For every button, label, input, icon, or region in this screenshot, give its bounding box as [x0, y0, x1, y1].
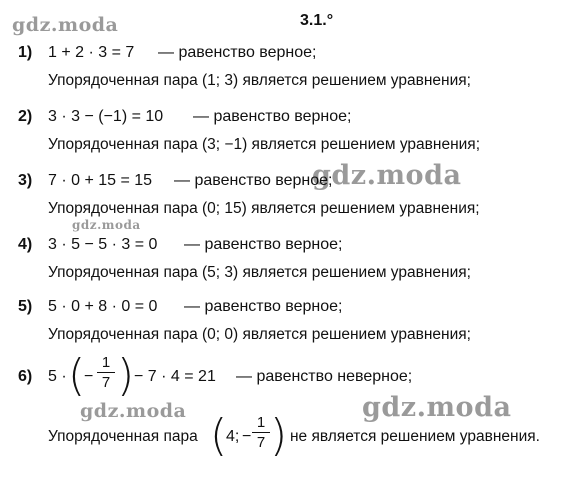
pair-sign: −: [242, 428, 252, 445]
pair-left-paren: (: [210, 410, 228, 461]
pair-fraction-denominator: 7: [256, 434, 266, 451]
verdict: — равенство верное;: [174, 172, 333, 189]
equation: 3 · 5 − 5 · 3 = 0: [48, 236, 158, 253]
fraction-bar: [97, 372, 115, 373]
equation-suffix: − 7 · 4 = 21: [134, 368, 216, 385]
fraction-denominator: 7: [101, 374, 111, 391]
equation: 5 · 0 + 8 · 0 = 0: [48, 298, 158, 315]
solution-prefix: Упорядоченная пара: [48, 428, 198, 445]
verdict: — равенство верное;: [184, 236, 343, 253]
watermark-small: gdz.moda: [72, 218, 141, 232]
equation: 3 · 3 − (−1) = 10: [48, 108, 164, 125]
item-number: 1): [18, 44, 33, 61]
fraction: [97, 355, 115, 390]
equation: 7 · 0 + 15 = 15: [48, 172, 153, 189]
solution-text: Упорядоченная пара (0; 15) является решением уравнения;: [48, 200, 480, 217]
watermark-bottom-right: gdz.moda: [362, 392, 512, 423]
watermark-top-left: gdz.moda: [12, 14, 119, 36]
solution-text: Упорядоченная пара (5; 3) является решением уравнения;: [48, 264, 471, 281]
exercise-title: 3.1.°: [300, 12, 334, 29]
pair-fraction: [252, 415, 270, 450]
verdict: — равенство неверное;: [236, 368, 413, 385]
solution-text: Упорядоченная пара (1; 3) является решением уравнения;: [48, 72, 471, 89]
verdict: — равенство верное;: [158, 44, 317, 61]
equation-prefix: 5 ·: [48, 368, 67, 385]
equation: 1 + 2 · 3 = 7: [48, 44, 135, 61]
fraction-numerator: 1: [101, 354, 111, 371]
item-number: 3): [18, 172, 33, 189]
watermark-middle-right: gdz.moda: [312, 160, 462, 191]
left-paren: (: [68, 350, 86, 401]
pair-right-paren: ): [270, 410, 288, 461]
verdict: — равенство верное;: [193, 108, 352, 125]
item-number: 5): [18, 298, 33, 315]
watermark-bottom-left: gdz.moda: [80, 400, 187, 422]
fraction-sign: −: [84, 368, 94, 385]
pair-first: 4;: [226, 428, 240, 445]
pair-fraction-numerator: 1: [256, 414, 266, 431]
solution-suffix: не является решением уравнения.: [290, 428, 540, 445]
pair-fraction-bar: [252, 432, 270, 433]
solution-text: Упорядоченная пара (3; −1) является решением уравнения;: [48, 136, 480, 153]
item-number: 2): [18, 108, 33, 125]
solution-text: Упорядоченная пара (0; 0) является решением уравнения;: [48, 326, 471, 343]
item-number: 6): [18, 368, 33, 385]
item-number: 4): [18, 236, 33, 253]
right-paren: ): [117, 350, 135, 401]
verdict: — равенство верное;: [184, 298, 343, 315]
